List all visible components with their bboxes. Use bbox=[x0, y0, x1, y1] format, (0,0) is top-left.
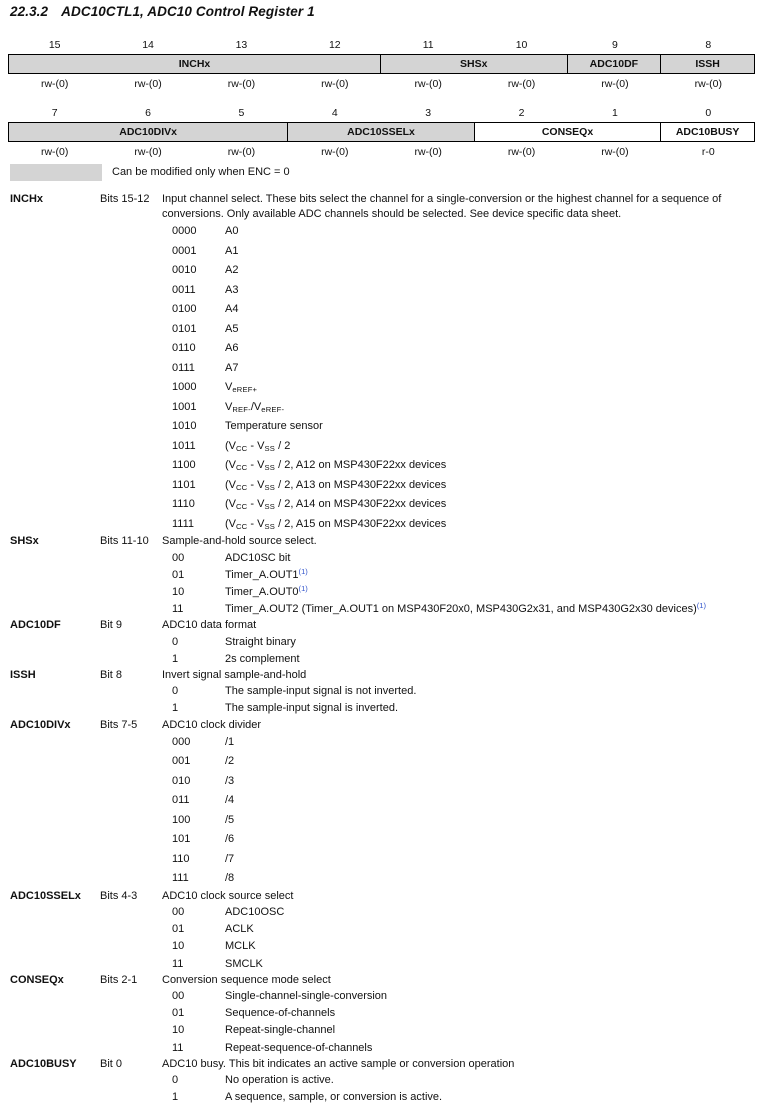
field-value-label: Temperature sensor bbox=[225, 420, 323, 433]
field-value-label: /5 bbox=[225, 813, 235, 826]
bit-field-adc10sselx: ADC10SSELx bbox=[288, 123, 475, 141]
field-value-label: The sample-input signal is not inverted. bbox=[225, 685, 417, 698]
field-value-code: 01 bbox=[172, 1007, 185, 1020]
field-value-label: ($V_{CC} - V_{SS} / 2$, A14 on MSP430F22xx devices bbox=[225, 498, 447, 512]
field-value-row bbox=[0, 1040, 762, 1057]
field-description-issh bbox=[0, 668, 762, 718]
field-value-row bbox=[0, 752, 762, 772]
field-value-label: /2 bbox=[225, 755, 235, 768]
field-value-list bbox=[0, 683, 762, 717]
field-value-code: 11 bbox=[172, 603, 184, 616]
register-bitfield-table-high bbox=[8, 36, 755, 94]
field-value-label: Repeat-single-channel bbox=[225, 1024, 336, 1037]
field-value-row bbox=[0, 1072, 762, 1089]
access-type-bit-2: rw-(0) bbox=[507, 146, 536, 158]
field-value-list bbox=[0, 988, 762, 1057]
bit-number-9: 9 bbox=[612, 39, 618, 51]
field-value-code: 011 bbox=[172, 794, 190, 807]
bit-number-row-high bbox=[8, 36, 755, 54]
page-title bbox=[10, 4, 315, 19]
field-value-label: A1 bbox=[225, 244, 239, 257]
bit-field-row-high bbox=[8, 54, 755, 74]
access-type-bit-11: rw-(0) bbox=[414, 78, 442, 90]
field-value-code: 111 bbox=[172, 872, 189, 885]
bit-field-conseqx: CONSEQx bbox=[475, 123, 662, 141]
field-value-code: 01 bbox=[172, 923, 185, 936]
access-type-bit-9: rw-(0) bbox=[601, 78, 629, 90]
access-type-bit-12: rw-(0) bbox=[321, 78, 349, 90]
field-value-code: 0010 bbox=[172, 264, 197, 277]
field-name: CONSEQx bbox=[10, 973, 64, 986]
field-value-list bbox=[0, 733, 762, 889]
field-value-row bbox=[0, 830, 762, 850]
field-description-shsx bbox=[0, 534, 762, 618]
field-bits: Bit 0 bbox=[100, 1057, 123, 1070]
field-value-code: 010 bbox=[172, 774, 191, 787]
field-value-code: 101 bbox=[172, 833, 191, 846]
field-summary: Conversion sequence mode select bbox=[162, 973, 331, 986]
field-value-row bbox=[0, 495, 762, 515]
field-summary: Input channel select. These bits select the channel for a single-conversion or the highest channel for a sequence of conversions. Only available ADC channels should be selected. See device specific data sheet. bbox=[162, 193, 722, 221]
bit-number-14: 14 bbox=[142, 39, 154, 51]
access-type-bit-8: rw-(0) bbox=[694, 78, 723, 90]
field-name: ISSH bbox=[10, 669, 36, 682]
bit-field-shsx: SHSx bbox=[381, 55, 568, 73]
bit-field-issh: ISSH bbox=[661, 55, 754, 73]
field-value-label: ADC10OSC bbox=[225, 906, 285, 919]
field-bits: Bits 4-3 bbox=[100, 889, 138, 902]
field-value-list bbox=[0, 634, 762, 668]
field-value-row bbox=[0, 921, 762, 938]
field-value-row bbox=[0, 398, 762, 418]
field-value-label: ($V_{CC} - V_{SS} / 2$, A13 on MSP430F22xx devices bbox=[225, 478, 447, 492]
footnote-marker[interactable]: (1) bbox=[298, 566, 308, 576]
field-value-label: A4 bbox=[225, 303, 239, 316]
field-value-code: 0100 bbox=[172, 303, 197, 316]
field-name: ADC10SSELx bbox=[10, 889, 81, 902]
field-value-code: 1011 bbox=[172, 439, 196, 452]
field-value-code: 1 bbox=[172, 652, 179, 665]
field-value-row bbox=[0, 515, 762, 535]
bit-field-adc10df: ADC10DF bbox=[568, 55, 662, 73]
field-value-row bbox=[0, 550, 762, 567]
legend-shaded-swatch bbox=[10, 164, 102, 181]
field-value-label: ($V_{CC} - V_{SS} / 2$ bbox=[225, 439, 291, 453]
field-description-header bbox=[0, 534, 762, 549]
field-value-row bbox=[0, 1022, 762, 1039]
field-value-row bbox=[0, 869, 762, 889]
field-value-list bbox=[0, 1072, 762, 1106]
field-value-code: 00 bbox=[172, 990, 185, 1003]
field-value-label: /3 bbox=[225, 774, 235, 787]
field-value-label: A5 bbox=[225, 322, 239, 335]
legend-label: Can be modified only when ENC = 0 bbox=[112, 166, 290, 178]
field-summary: Sample-and-hold source select. bbox=[162, 535, 317, 548]
field-value-label: /1 bbox=[225, 735, 235, 748]
bit-number-8: 8 bbox=[705, 39, 712, 51]
field-value-label: A7 bbox=[225, 361, 239, 374]
field-description-adc10df bbox=[0, 618, 762, 668]
field-value-row bbox=[0, 956, 762, 973]
field-value-code: 00 bbox=[172, 906, 185, 919]
field-summary: Invert signal sample-and-hold bbox=[162, 669, 307, 682]
access-type-bit-15: rw-(0) bbox=[40, 78, 69, 90]
access-type-bit-0: r-0 bbox=[701, 146, 715, 158]
access-type-bit-13: rw-(0) bbox=[227, 78, 256, 90]
bit-number-2: 2 bbox=[518, 107, 525, 119]
field-value-row bbox=[0, 700, 762, 717]
field-value-label: ($V_{CC} - V_{SS} / 2$, A15 on MSP430F22xx devices bbox=[225, 517, 447, 531]
field-value-code: 0101 bbox=[172, 322, 197, 335]
access-type-bit-3: rw-(0) bbox=[414, 146, 442, 158]
field-value-row bbox=[0, 584, 762, 601]
field-value-code: 11 bbox=[172, 957, 184, 970]
field-value-label: A0 bbox=[225, 225, 239, 238]
field-value-code: 0 bbox=[172, 1074, 179, 1087]
field-value-row bbox=[0, 222, 762, 242]
field-value-label: $V_{REF-}/V_{eREF-}$ bbox=[225, 400, 285, 414]
access-type-bit-7: rw-(0) bbox=[40, 146, 69, 158]
field-value-code: 100 bbox=[172, 813, 191, 826]
field-value-row bbox=[0, 601, 762, 618]
field-value-row bbox=[0, 791, 762, 811]
field-value-row bbox=[0, 378, 762, 398]
field-value-code: 110 bbox=[172, 852, 190, 865]
field-value-label: SMCLK bbox=[225, 957, 263, 970]
field-value-label: /4 bbox=[225, 794, 235, 807]
field-value-row bbox=[0, 988, 762, 1005]
field-summary: ADC10 clock divider bbox=[162, 718, 262, 731]
field-value-code: 1100 bbox=[172, 459, 196, 472]
field-value-row bbox=[0, 811, 762, 831]
bit-number-12: 12 bbox=[328, 39, 341, 51]
field-value-row bbox=[0, 359, 762, 379]
access-type-bit-14: rw-(0) bbox=[134, 78, 162, 90]
bit-number-1: 1 bbox=[612, 107, 618, 119]
field-value-code: 0 bbox=[172, 635, 179, 648]
field-value-label: A sequence, sample, or conversion is active. bbox=[225, 1091, 443, 1104]
field-value-code: 1001 bbox=[172, 400, 197, 413]
field-value-label: Single-channel-single-conversion bbox=[225, 990, 388, 1003]
field-description-header bbox=[0, 192, 762, 222]
field-value-label: Sequence-of-channels bbox=[225, 1007, 336, 1020]
field-value-code: 01 bbox=[172, 568, 185, 581]
field-bits: Bits 7-5 bbox=[100, 718, 138, 731]
field-value-label: MCLK bbox=[225, 940, 256, 953]
field-value-code: 10 bbox=[172, 940, 185, 953]
field-name: ADC10DIVx bbox=[10, 718, 71, 731]
field-value-code: 0111 bbox=[172, 361, 195, 374]
field-value-row bbox=[0, 772, 762, 792]
field-value-code: 0011 bbox=[172, 283, 196, 296]
field-value-code: 1010 bbox=[172, 420, 197, 433]
field-summary: ADC10 data format bbox=[162, 619, 257, 632]
field-value-code: 1 bbox=[172, 1091, 179, 1104]
footnote-marker[interactable]: (1) bbox=[696, 601, 707, 611]
field-value-row bbox=[0, 456, 762, 476]
field-value-label: A3 bbox=[225, 283, 239, 296]
field-summary: ADC10 busy. This bit indicates an active sample or conversion operation bbox=[162, 1057, 515, 1070]
field-description-inchx bbox=[0, 192, 762, 534]
field-value-row bbox=[0, 437, 762, 457]
field-value-code: 1000 bbox=[172, 381, 197, 394]
footnote-marker[interactable]: (1) bbox=[298, 584, 308, 594]
field-description-list bbox=[0, 192, 762, 1106]
field-value-label: $V_{eREF+}$ bbox=[225, 381, 258, 395]
field-description-header bbox=[0, 889, 762, 904]
access-type-bit-4: rw-(0) bbox=[321, 146, 349, 158]
field-value-code: 0000 bbox=[172, 225, 197, 238]
field-description-conseqx bbox=[0, 973, 762, 1057]
bit-number-4: 4 bbox=[331, 107, 338, 119]
field-value-row bbox=[0, 651, 762, 668]
field-value-code: 11 bbox=[172, 1041, 184, 1054]
field-description-header bbox=[0, 1057, 762, 1072]
field-value-row bbox=[0, 300, 762, 320]
access-type-bit-6: rw-(0) bbox=[134, 146, 162, 158]
field-value-code: 0 bbox=[172, 685, 179, 698]
bit-number-row-low bbox=[8, 104, 755, 122]
field-value-row bbox=[0, 850, 762, 870]
field-value-code: 0001 bbox=[172, 244, 197, 257]
field-bits: Bits 11-10 bbox=[100, 535, 149, 548]
bit-field-adc10busy: ADC10BUSY bbox=[661, 123, 754, 141]
field-value-code: 001 bbox=[172, 755, 191, 768]
field-value-label: Timer_A.OUT2 (Timer_A.OUT1 on MSP430F20x0, MSP430G2x31, and MSP430G2x30 devices)$^{(1)}$ bbox=[225, 601, 707, 616]
field-value-row bbox=[0, 339, 762, 359]
field-value-code: 1101 bbox=[172, 478, 196, 491]
field-value-code: 1111 bbox=[172, 517, 195, 530]
field-name: INCHx bbox=[10, 193, 44, 205]
field-value-row bbox=[0, 904, 762, 921]
field-value-code: 000 bbox=[172, 735, 191, 748]
field-name: ADC10DF bbox=[10, 619, 61, 632]
bit-number-0: 0 bbox=[705, 107, 712, 119]
field-bits: Bit 8 bbox=[100, 669, 123, 682]
bit-number-11: 11 bbox=[422, 39, 434, 51]
access-type-bit-1: rw-(0) bbox=[601, 146, 629, 158]
bit-number-7: 7 bbox=[51, 107, 58, 119]
field-bits: Bits 2-1 bbox=[100, 973, 138, 986]
field-description-header bbox=[0, 668, 762, 683]
field-value-row bbox=[0, 938, 762, 955]
field-value-label: A6 bbox=[225, 342, 239, 355]
field-name: ADC10BUSY bbox=[10, 1057, 77, 1070]
field-value-row bbox=[0, 476, 762, 496]
field-value-code: 1110 bbox=[172, 498, 195, 511]
field-name: SHSx bbox=[10, 535, 39, 548]
access-type-row-low bbox=[8, 142, 755, 162]
field-value-label: A2 bbox=[225, 264, 239, 277]
field-value-row bbox=[0, 733, 762, 753]
field-value-list bbox=[0, 550, 762, 619]
field-value-list bbox=[0, 222, 762, 534]
field-value-row bbox=[0, 417, 762, 437]
bit-number-6: 6 bbox=[145, 107, 151, 119]
access-type-row-high bbox=[8, 74, 755, 94]
field-value-label: ACLK bbox=[225, 923, 254, 936]
field-value-label: Timer_A.OUT0$^{(1)}$ bbox=[225, 584, 308, 599]
field-value-row bbox=[0, 634, 762, 651]
field-description-header bbox=[0, 718, 762, 733]
bit-field-row-low bbox=[8, 122, 755, 142]
access-type-bit-10: rw-(0) bbox=[507, 78, 536, 90]
legend bbox=[10, 164, 750, 181]
field-value-label: ADC10SC bit bbox=[225, 551, 291, 564]
field-value-row bbox=[0, 261, 762, 281]
field-value-row bbox=[0, 320, 762, 340]
register-bitfield-table-low bbox=[8, 104, 755, 162]
field-value-label: 2s complement bbox=[225, 652, 300, 665]
field-value-label: Straight binary bbox=[225, 635, 296, 648]
field-bits: Bit 9 bbox=[100, 619, 123, 632]
field-value-row bbox=[0, 683, 762, 700]
field-value-row bbox=[0, 281, 762, 301]
section-title: ADC10CTL1, ADC10 Control Register 1 bbox=[61, 4, 315, 19]
bit-number-3: 3 bbox=[425, 107, 432, 119]
field-value-row bbox=[0, 567, 762, 584]
field-value-row bbox=[0, 1089, 762, 1106]
bit-field-adc10divx: ADC10DIVx bbox=[9, 123, 288, 141]
field-value-label: Repeat-sequence-of-channels bbox=[225, 1041, 373, 1054]
bit-number-5: 5 bbox=[238, 107, 245, 119]
field-value-code: 10 bbox=[172, 1024, 185, 1037]
field-value-code: 10 bbox=[172, 586, 185, 599]
field-value-code: 0110 bbox=[172, 342, 196, 355]
field-value-label: /7 bbox=[225, 852, 235, 865]
field-summary: ADC10 clock source select bbox=[162, 889, 294, 902]
field-description-adc10busy bbox=[0, 1057, 762, 1106]
bit-field-inchx: INCHx bbox=[9, 55, 381, 73]
field-value-label: The sample-input signal is inverted. bbox=[225, 702, 399, 715]
field-value-list bbox=[0, 904, 762, 973]
field-description-header bbox=[0, 973, 762, 988]
field-value-label: /8 bbox=[225, 872, 235, 885]
field-value-label: No operation is active. bbox=[225, 1074, 334, 1087]
field-value-label: ($V_{CC} - V_{SS} / 2$, A12 on MSP430F22xx devices bbox=[225, 459, 447, 473]
field-value-row bbox=[0, 1005, 762, 1022]
field-value-row bbox=[0, 242, 762, 262]
field-description-header bbox=[0, 618, 762, 633]
bit-number-10: 10 bbox=[515, 39, 528, 51]
field-bits: Bits 15-12 bbox=[100, 193, 150, 205]
section-number: 22.3.2 bbox=[10, 4, 49, 19]
field-value-label: Timer_A.OUT1$^{(1)}$ bbox=[225, 566, 308, 581]
field-value-code: 1 bbox=[172, 702, 179, 715]
access-type-bit-5: rw-(0) bbox=[227, 146, 256, 158]
field-description-adc10divx bbox=[0, 718, 762, 889]
field-value-label: /6 bbox=[225, 833, 235, 846]
field-value-code: 00 bbox=[172, 551, 185, 564]
bit-number-15: 15 bbox=[48, 39, 61, 51]
field-description-adc10sselx bbox=[0, 889, 762, 973]
bit-number-13: 13 bbox=[235, 39, 248, 51]
